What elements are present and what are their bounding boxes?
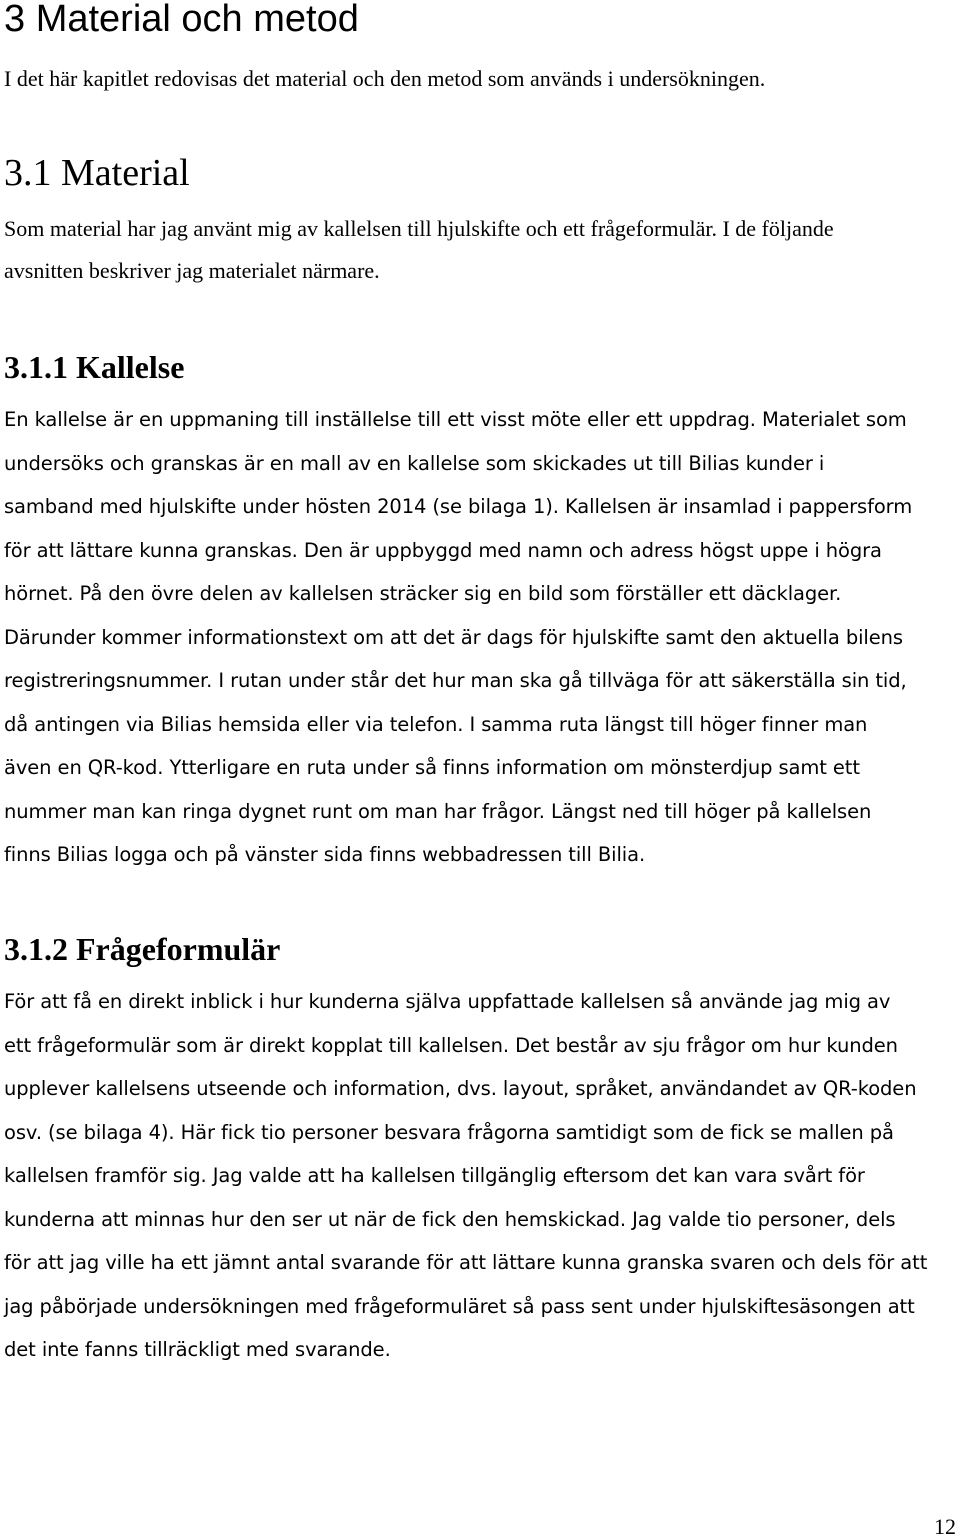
kallelse-paragraph — [4, 398, 960, 877]
subsection-heading-formular: 3.1.2 Frågeformulär — [4, 931, 281, 967]
kallelse-line: nummer man kan ringa dygnet runt om man har frågor. Längst ned till höger på kallelsen — [4, 799, 872, 823]
formular-line: kallelsen framför sig. Jag valde att ha kallelsen tillgänglig eftersom det kan vara svårt för — [4, 1164, 865, 1187]
formular-paragraph — [4, 980, 960, 1372]
formular-line: osv. (se bilaga 4). Här fick tio personer besvara frågorna samtidigt som de fick se mallen på — [4, 1120, 894, 1144]
intro-line: I det här kapitlet redovisas det material och den metod som används i undersökningen. — [4, 66, 766, 91]
kallelse-line: hörnet. På den övre delen av kallelsen sträcker sig en bild som förställer ett däcklager. — [4, 582, 842, 605]
kallelse-line: finns Bilias logga och på vänster sida finns webbadressen till Bilia. — [4, 843, 646, 866]
kallelse-line: även en QR-kod. Ytterligare en ruta under så finns information om mönsterdjup samt ett — [4, 756, 860, 779]
kallelse-line: då antingen via Bilias hemsida eller via telefon. I samma ruta längst till höger finner man — [4, 712, 868, 736]
intro-paragraph — [4, 58, 960, 100]
formular-line: jag påbörjade undersökningen med frågeformuläret så pass sent under hjulskiftesäsongen att — [4, 1294, 915, 1318]
material-line: avsnitten beskriver jag materialet närmare. — [4, 258, 380, 283]
page-number: 12 — [934, 1514, 956, 1539]
kallelse-line: för att lättare kunna granskas. Den är uppbyggd med namn och adress högst uppe i högra — [4, 538, 882, 562]
formular-line: det inte fanns tillräckligt med svarande. — [4, 1338, 391, 1361]
kallelse-line: registreringsnummer. I rutan under står det hur man ska gå tillväga för att säkerställa sin tid, — [4, 669, 907, 692]
formular-line: kunderna att minnas hur den ser ut när de fick den hemskickad. Jag valde tio personer, dels — [4, 1207, 896, 1231]
section-heading-material: 3.1 Material — [4, 152, 190, 194]
formular-line: för att jag ville ha ett jämnt antal svarande för att lättare kunna granska svaren och dels för att — [4, 1251, 928, 1274]
material-line: Som material har jag använt mig av kallelsen till hjulskifte och ett frågeformulär. I de följande — [4, 216, 834, 241]
formular-line: upplever kallelsens utseende och information, dvs. layout, språket, användandet av QR-koden — [4, 1077, 917, 1100]
kallelse-line: Därunder kommer informationstext om att det är dags för hjulskifte samt den aktuella bilens — [4, 625, 903, 649]
chapter-heading: 3 Material och metod — [4, 0, 359, 40]
formular-line: ett frågeformulär som är direkt kopplat till kallelsen. Det består av sju frågor om hur kunden — [4, 1033, 898, 1057]
formular-line: För att få en direkt inblick i hur kunderna själva uppfattade kallelsen så använde jag mig av — [4, 990, 891, 1013]
kallelse-line: En kallelse är en uppmaning till inställelse till ett visst möte eller ett uppdrag. Materialet som — [4, 408, 907, 431]
kallelse-line: undersöks och granskas är en mall av en kallelse som skickades ut till Bilias kunder i — [4, 451, 825, 475]
subsection-heading-kallelse: 3.1.1 Kallelse — [4, 349, 185, 385]
kallelse-line: samband med hjulskifte under hösten 2014 (se bilaga 1). Kallelsen är insamlad i pappersform — [4, 495, 913, 518]
material-paragraph — [4, 208, 960, 292]
